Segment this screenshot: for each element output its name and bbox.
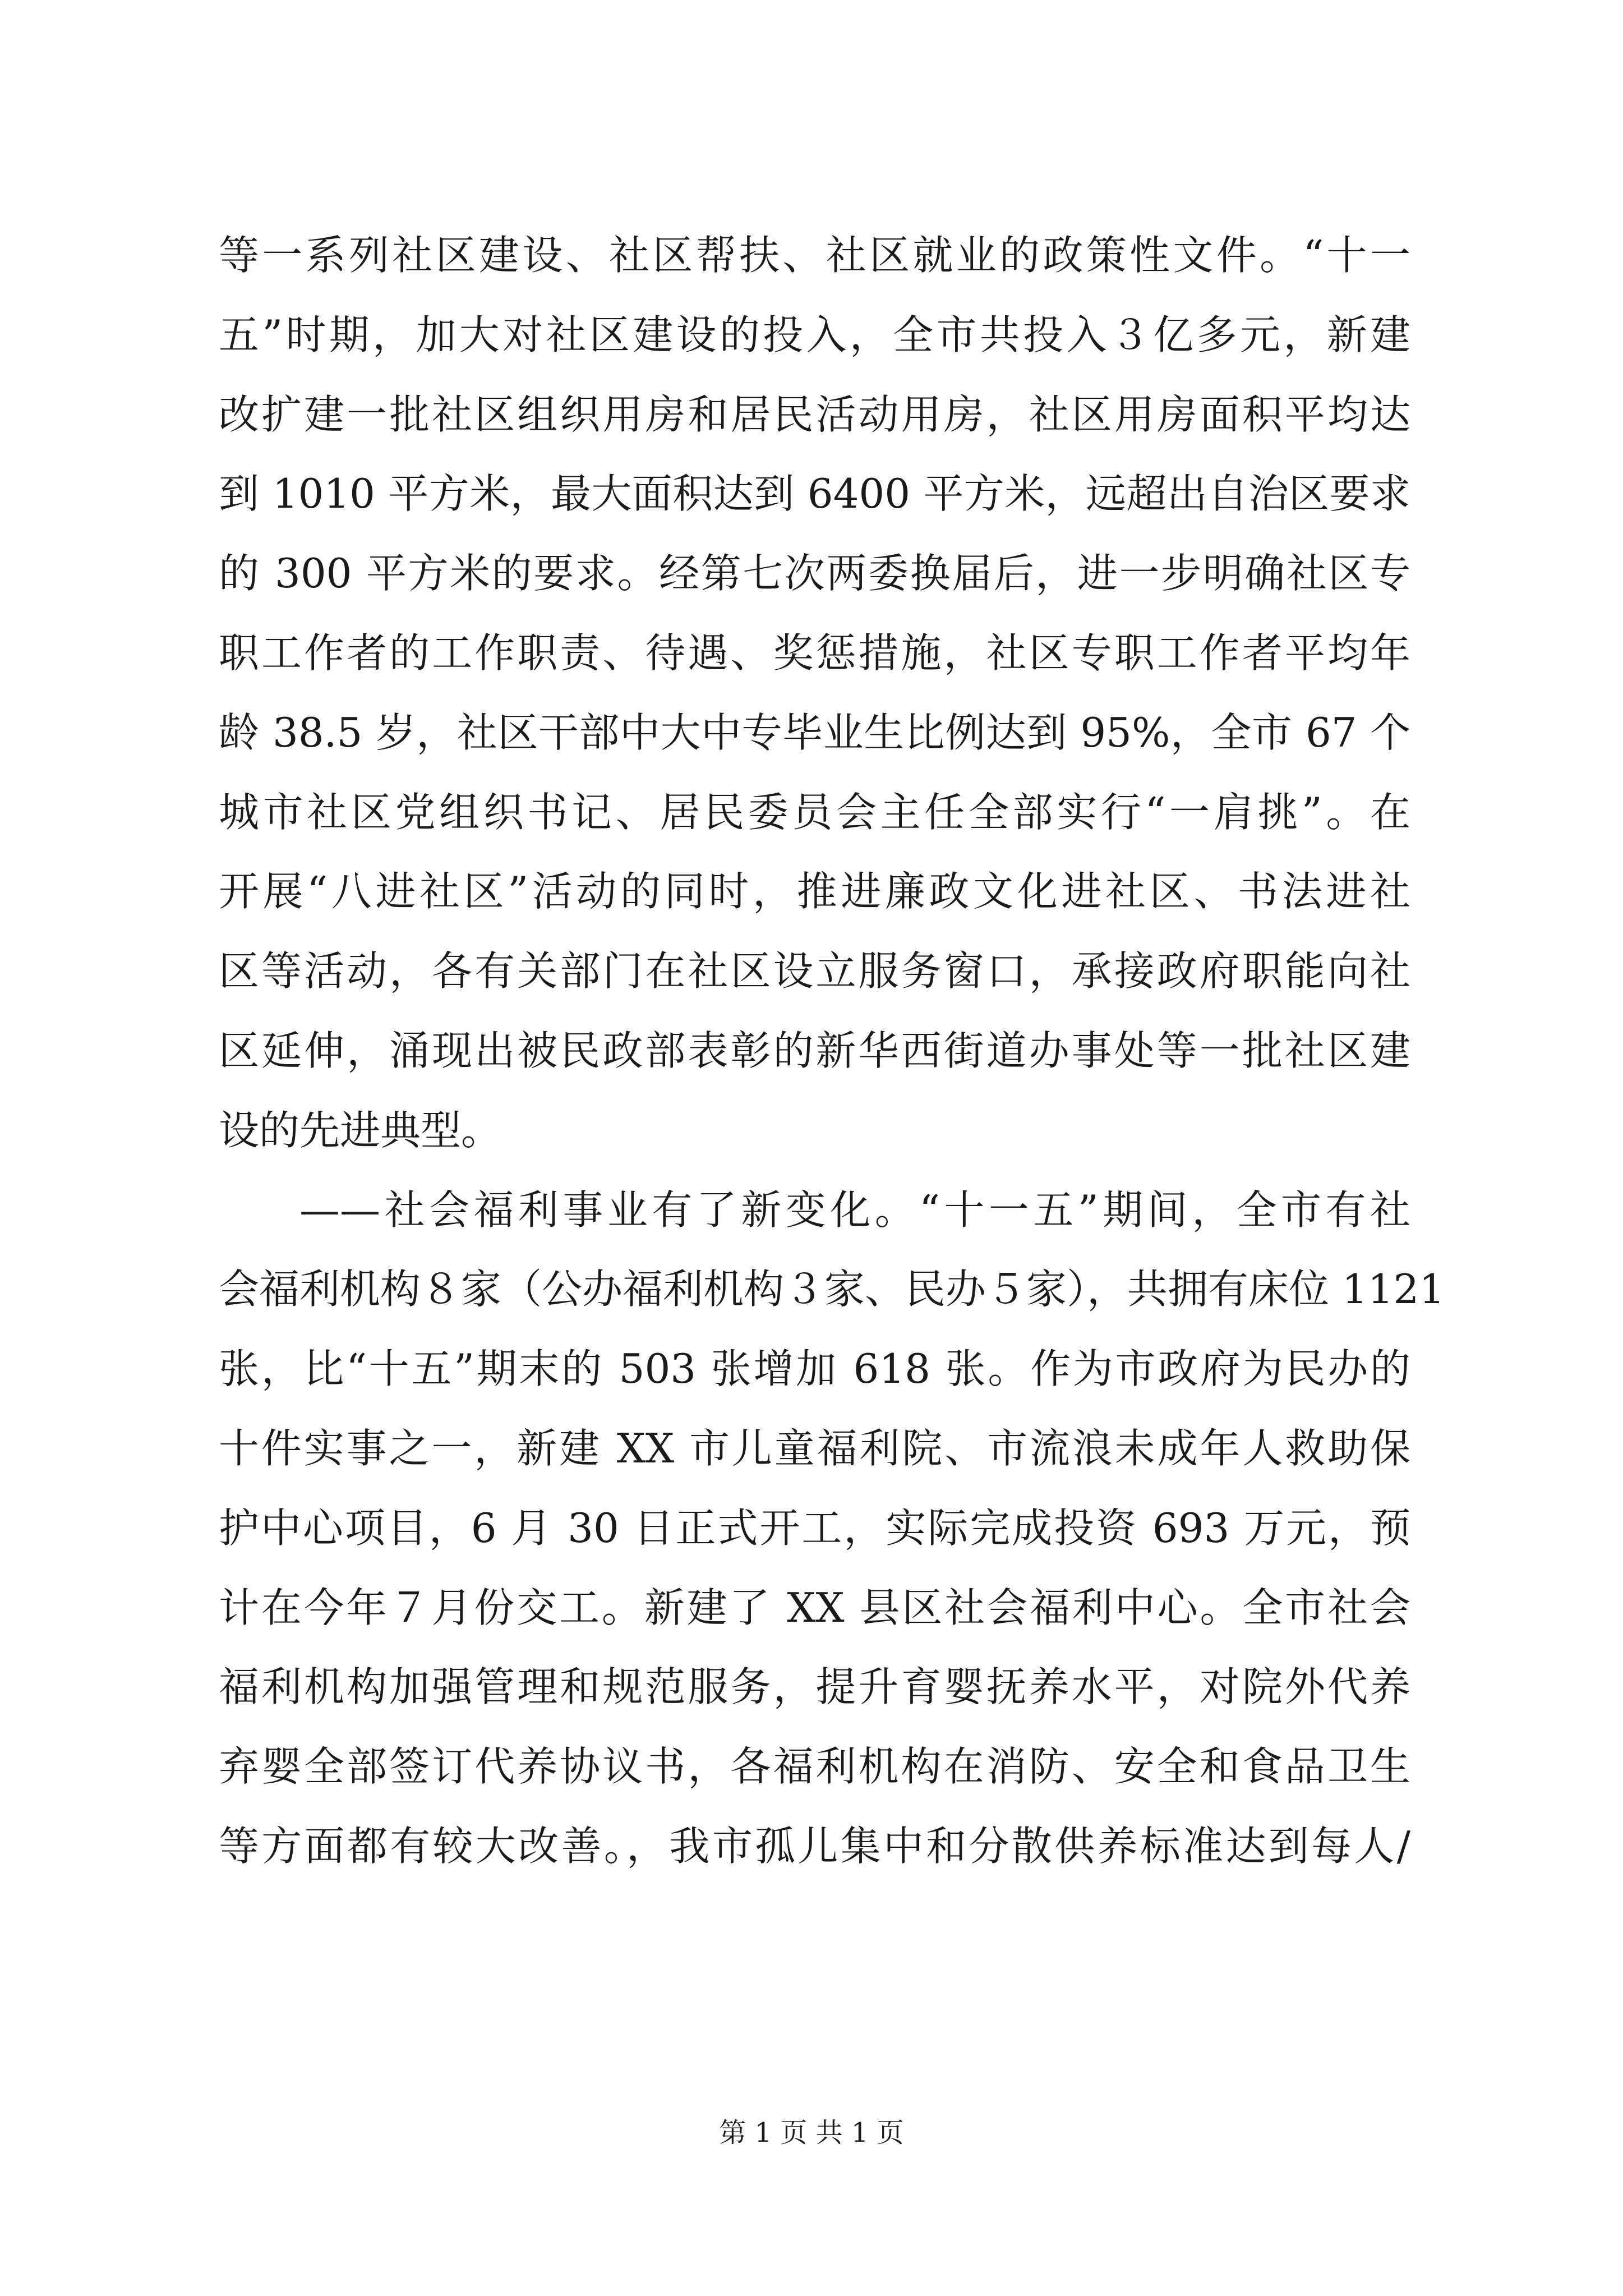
- text-line: 五”时期，加大对社区建设的投入，全市共投入３亿多元，新建: [219, 311, 1410, 358]
- text-line: 等一系列社区建设、社区帮扶、社区就业的政策性文件。“十一: [219, 232, 1410, 279]
- text-line: 龄 38.5 岁，社区干部中大中专毕业生比例达到 95%，全市 67 个: [219, 708, 1410, 756]
- text-line: 张，比“十五”期末的 503 张增加 618 张。作为市政府为民办的: [219, 1345, 1410, 1393]
- document-body: [219, 216, 1445, 1887]
- page-footer: 第 1 页 共 1 页: [719, 2117, 904, 2148]
- text-line: 设的先进典型。: [219, 1106, 502, 1154]
- text-line: 的 300 平方米的要求。经第七次两委换届后，进一步明确社区专: [219, 550, 1410, 597]
- text-line: 职工作者的工作职责、待遇、奖惩措施，社区专职工作者平均年: [219, 629, 1410, 677]
- text-line: 计在今年７月份交工。新建了 XX 县区社会福利中心。全市社会: [219, 1584, 1410, 1631]
- text-line: 福利机构加强管理和规范服务，提升育婴抚养水平，对院外代养: [219, 1663, 1410, 1711]
- text-line: 城市社区党组织书记、居民委员会主任全部实行“一肩挑”。在: [219, 788, 1410, 836]
- paragraph-first-line: ——社会福利事业有了新变化。“十一五”期间，全市有社: [299, 1186, 1410, 1234]
- text-line: 到 1010 平方米，最大面积达到 6400 平方米，远超出自治区要求: [219, 470, 1410, 518]
- text-line: 十件实事之一，新建 XX 市儿童福利院、市流浪未成年人救助保: [219, 1424, 1410, 1472]
- text-line: 会福利机构８家（公办福利机构３家、民办５家），共拥有床位 1121: [219, 1266, 1445, 1313]
- text-line: 区延伸，涌现出被民政部表彰的新华西街道办事处等一批社区建: [219, 1027, 1410, 1074]
- text-line: 开展“八进社区”活动的同时，推进廉政文化进社区、书法进社: [219, 868, 1410, 915]
- text-line: 区等活动，各有关部门在社区设立服务窗口，承接政府职能向社: [219, 947, 1410, 995]
- text-line: 护中心项目，6 月 30 日正式开工，实际完成投资 693 万元，预: [219, 1504, 1410, 1552]
- text-line: 改扩建一批社区组织用房和居民活动用房，社区用房面积平均达: [219, 390, 1410, 438]
- text-line: 等方面都有较大改善。，我市孤儿集中和分散供养标准达到每人/: [219, 1822, 1410, 1870]
- text-line: 弃婴全部签订代养协议书，各福利机构在消防、安全和食品卫生: [219, 1743, 1410, 1791]
